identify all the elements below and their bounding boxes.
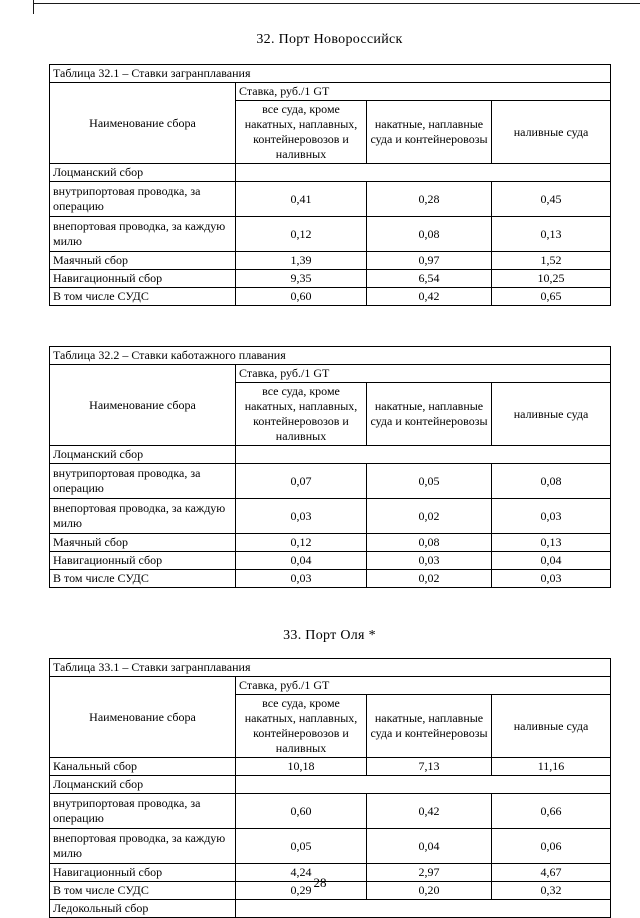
rate-cell: 0,06 [492,829,611,864]
table-row [50,288,611,306]
rate-cell: 0,41 [236,182,367,217]
rate-cell: 0,20 [367,882,492,900]
column-header-tankers: наливные суда [492,383,611,446]
table-header-row [50,365,611,383]
rate-cell: 0,03 [492,570,611,588]
rate-cell: 0,60 [236,794,367,829]
rate-cell: 0,32 [492,882,611,900]
rate-cell: 6,54 [367,270,492,288]
rate-cell: 7,13 [367,758,492,776]
empty-cell [236,164,611,182]
table-header-row [50,677,611,695]
column-header-roro-vessels: накатные, наплавные суда и контейнеровозы [367,695,492,758]
table-row [50,182,611,217]
rate-cell: 0,28 [367,182,492,217]
rate-cell: 0,05 [236,829,367,864]
rate-cell: 0,03 [367,552,492,570]
rate-cell: 4,24 [236,864,367,882]
rate-cell: 0,04 [367,829,492,864]
empty-cell [236,900,611,918]
column-header-all-vessels: все суда, кроме накатных, наплавных, контейнеровозов и наливных [236,695,367,758]
table-row-section [50,446,611,464]
rate-group-header: Ставка, руб./1 GT [236,83,611,101]
rate-cell: 0,03 [492,499,611,534]
rate-group-header: Ставка, руб./1 GT [236,365,611,383]
rate-cell: 10,25 [492,270,611,288]
table-row [50,552,611,570]
rate-cell: 0,42 [367,288,492,306]
fee-name: внутрипортовая проводка, за операцию [50,464,236,499]
column-header-all-vessels: все суда, кроме накатных, наплавных, контейнеровозов и наливных [236,101,367,164]
rate-cell: 1,39 [236,252,367,270]
fee-name: Лоцманский сбор [50,446,236,464]
table-row-section [50,900,611,918]
rate-cell: 0,66 [492,794,611,829]
fee-name: В том числе СУДС [50,882,236,900]
table-caption-row [50,347,611,365]
table-caption: Таблица 33.1 – Ставки загранплавания [50,659,611,677]
table-row [50,252,611,270]
table-row [50,758,611,776]
fee-name: Ледокольный сбор [50,900,236,918]
column-header-roro-vessels: накатные, наплавные суда и контейнеровозы [367,383,492,446]
fee-name: внутрипортовая проводка, за операцию [50,182,236,217]
column-header-tankers: наливные суда [492,101,611,164]
fee-name: Навигационный сбор [50,864,236,882]
column-header-roro-vessels: накатные, наплавные суда и контейнеровозы [367,101,492,164]
rate-cell: 0,13 [492,217,611,252]
rate-cell: 0,97 [367,252,492,270]
table-row [50,270,611,288]
rate-cell: 9,35 [236,270,367,288]
fee-name: внепортовая проводка, за каждую милю [50,499,236,534]
rate-cell: 0,45 [492,182,611,217]
rate-cell: 0,02 [367,499,492,534]
rate-cell: 0,29 [236,882,367,900]
table-caption: Таблица 32.1 – Ставки загранплавания [50,65,611,83]
rate-group-header: Ставка, руб./1 GT [236,677,611,695]
rate-cell: 4,67 [492,864,611,882]
rate-cell: 0,07 [236,464,367,499]
fee-name: Маячный сбор [50,534,236,552]
table-row [50,499,611,534]
rate-cell: 0,08 [492,464,611,499]
table-row-section [50,164,611,182]
scan-edge-tick [33,0,34,14]
rate-cell: 0,60 [236,288,367,306]
rate-cell: 2,97 [367,864,492,882]
column-header-tankers: наливные суда [492,695,611,758]
column-header-all-vessels: все суда, кроме накатных, наплавных, контейнеровозов и наливных [236,383,367,446]
scan-edge-line [33,3,640,4]
fee-name: Лоцманский сбор [50,164,236,182]
table-32-1 [49,64,611,306]
rate-cell: 0,04 [236,552,367,570]
name-column-header: Наименование сбора [50,83,236,164]
table-row [50,570,611,588]
table-row [50,217,611,252]
fee-name: Лоцманский сбор [50,776,236,794]
page-number: 28 [313,875,327,890]
fee-name: Навигационный сбор [50,552,236,570]
rate-cell: 0,12 [236,534,367,552]
rate-cell: 0,12 [236,217,367,252]
fee-name: Навигационный сбор [50,270,236,288]
fee-name: В том числе СУДС [50,570,236,588]
section-heading-32: 32. Порт Новороссийск [256,32,403,47]
fee-name: внепортовая проводка, за каждую милю [50,217,236,252]
fee-name: Маячный сбор [50,252,236,270]
empty-cell [236,776,611,794]
name-column-header: Наименование сбора [50,677,236,758]
empty-cell [236,446,611,464]
rate-cell: 0,08 [367,534,492,552]
rate-cell: 0,03 [236,499,367,534]
table-row-section [50,776,611,794]
table-caption: Таблица 32.2 – Ставки каботажного плавания [50,347,611,365]
fee-name: Канальный сбор [50,758,236,776]
table-row [50,534,611,552]
rate-cell: 0,08 [367,217,492,252]
table-caption-row [50,659,611,677]
rate-cell: 11,16 [492,758,611,776]
rate-cell: 0,04 [492,552,611,570]
fee-name: В том числе СУДС [50,288,236,306]
table-row [50,794,611,829]
name-column-header: Наименование сбора [50,365,236,446]
rate-cell: 10,18 [236,758,367,776]
table-caption-row [50,65,611,83]
table-row [50,464,611,499]
rate-cell: 0,42 [367,794,492,829]
table-32-2 [49,346,611,588]
fee-name: внепортовая проводка, за каждую милю [50,829,236,864]
rate-cell: 0,65 [492,288,611,306]
rate-cell: 0,05 [367,464,492,499]
rate-cell: 1,52 [492,252,611,270]
rate-cell: 0,02 [367,570,492,588]
table-row [50,829,611,864]
fee-name: внутрипортовая проводка, за операцию [50,794,236,829]
rate-cell: 0,13 [492,534,611,552]
rate-cell: 0,03 [236,570,367,588]
table-header-row [50,83,611,101]
section-heading-33: 33. Порт Оля * [283,628,376,643]
